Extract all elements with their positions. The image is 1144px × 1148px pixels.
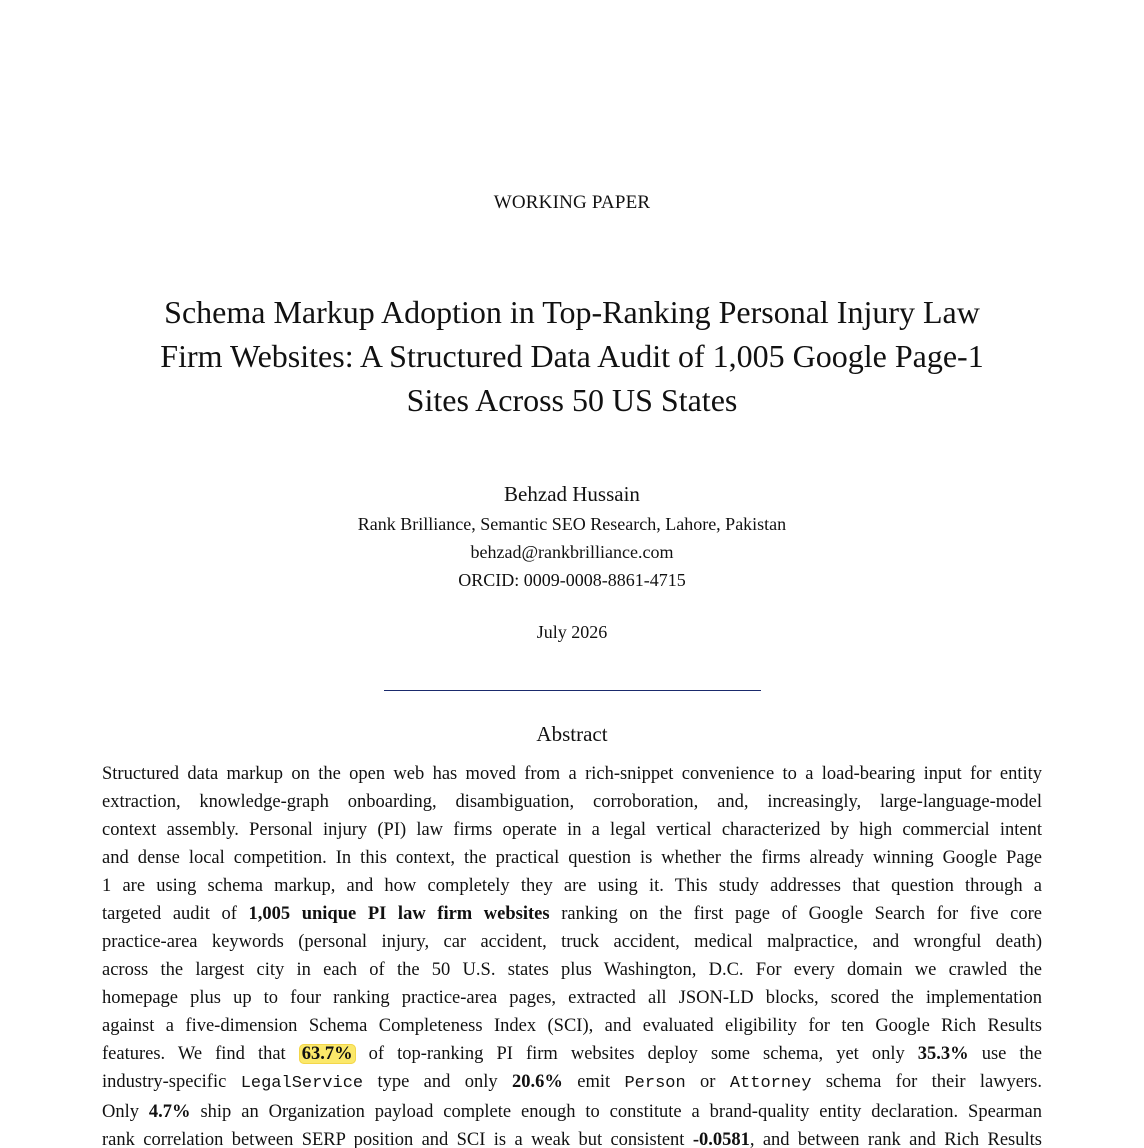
abstract-body xyxy=(102,760,1042,1148)
title-line-2: Firm Websites: A Structured Data Audit of 1,005 Google Page-1 xyxy=(160,338,984,374)
abstract-text: emit xyxy=(562,1072,625,1092)
paper-date: July 2026 xyxy=(536,622,608,642)
code-term: LegalService xyxy=(240,1074,364,1093)
working-paper-label: WORKING PAPER xyxy=(493,192,651,213)
abstract-line xyxy=(102,1040,1042,1068)
stat-emphasis: 35.3% xyxy=(917,1044,969,1064)
abstract-text: industry-specific xyxy=(102,1072,241,1092)
abstract-line: and dense local competition. In this context, the practical question is whether the firms already winning Google Page xyxy=(102,848,1042,868)
abstract-text: schema for their lawyers. xyxy=(811,1072,1043,1092)
abstract-heading: Abstract xyxy=(536,722,608,746)
abstract-line: context assembly. Personal injury (PI) law firms operate in a legal vertical characterized by high commercial intent xyxy=(102,820,1042,840)
abstract-line: practice-area keywords (personal injury, car accident, truck accident, medical malpractice, and wrongful death) xyxy=(102,932,1042,952)
abstract-line: Structured data markup on the open web has moved from a rich-snippet convenience to a load-bearing input for entity xyxy=(102,764,1042,784)
abstract-text: or xyxy=(685,1072,730,1092)
author-orcid: ORCID: 0009-0008-8861-4715 xyxy=(458,570,686,590)
abstract-line: against a five-dimension Schema Completeness Index (SCI), and evaluated eligibility for ten Google Rich Results xyxy=(102,1016,1042,1036)
highlighted-stat: 63.7% xyxy=(299,1044,356,1064)
abstract-line xyxy=(102,900,1042,928)
abstract-text: use the xyxy=(968,1044,1042,1064)
paper-title xyxy=(112,290,1032,422)
abstract-line: extraction, knowledge-graph onboarding, disambiguation, corroboration, and, increasingly, large-language-model xyxy=(102,792,1042,812)
abstract-text: features. We find that xyxy=(102,1044,299,1064)
stat-emphasis: 20.6% xyxy=(512,1072,563,1092)
abstract-text: type and only xyxy=(363,1072,512,1092)
code-term: Person xyxy=(624,1074,686,1093)
abstract-text: of top-ranking PI firm websites deploy some schema, yet only xyxy=(355,1044,918,1064)
abstract-line xyxy=(102,1068,1042,1098)
author-email: behzad@rankbrilliance.com xyxy=(470,542,674,562)
abstract-line: 1 are using schema markup, and how completely they are using it. This study addresses that question through a xyxy=(102,876,1042,896)
abstract-text: , and between rank and Rich Results xyxy=(749,1130,1042,1148)
abstract-text: targeted audit of xyxy=(102,904,249,924)
abstract-line xyxy=(102,1098,1042,1126)
author-affiliation: Rank Brilliance, Semantic SEO Research, Lahore, Pakistan xyxy=(357,514,787,534)
stat-emphasis: 4.7% xyxy=(148,1102,191,1122)
code-term: Attorney xyxy=(729,1074,812,1093)
abstract-line: homepage plus up to four ranking practice-area pages, extracted all JSON-LD blocks, scored the implementation xyxy=(102,988,1042,1008)
abstract-line: across the largest city in each of the 50 U.S. states plus Washington, D.C. For every domain we crawled the xyxy=(102,960,1042,980)
sample-size-emphasis: 1,005 unique PI law firm websites xyxy=(248,904,550,924)
stat-emphasis: -0.0581 xyxy=(692,1130,750,1148)
abstract-line xyxy=(102,1126,1042,1148)
title-divider xyxy=(384,690,761,691)
abstract-text: ranking on the first page of Google Search for five core xyxy=(549,904,1042,924)
title-line-1: Schema Markup Adoption in Top-Ranking Personal Injury Law xyxy=(164,294,980,330)
abstract-text: Only xyxy=(102,1102,149,1122)
author-name: Behzad Hussain xyxy=(504,482,640,506)
abstract-text: rank correlation between SERP position and SCI is a weak but consistent xyxy=(102,1130,693,1148)
abstract-text: ship an Organization payload complete enough to constitute a brand-quality entity declaration. Spearman xyxy=(190,1102,1042,1122)
title-line-3: Sites Across 50 US States xyxy=(406,382,738,418)
